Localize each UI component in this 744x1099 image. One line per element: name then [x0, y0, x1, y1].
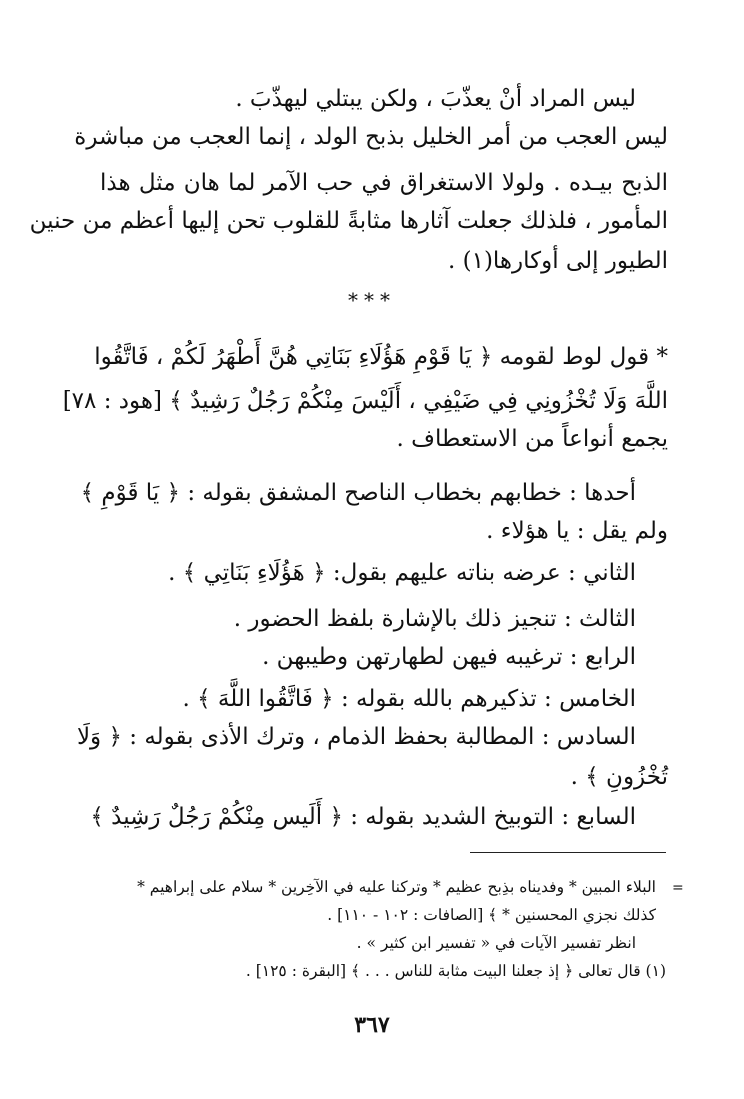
point-2: الثاني : عرضه بناته عليهم بقول: ﴿ هَؤُلَاءِ بَنَاتِي ﴾ .	[168, 560, 636, 586]
verse-line-1: * قول لوط لقومه ﴿ يَا قَوْمِ هَؤُلَاءِ بَنَاتِي هُنَّ أَطْهَرُ لَكُمْ ، فَاتَّقُوا	[94, 344, 668, 370]
point-4: الرابع : ترغيبه فيهن لطهارتهن وطيبهن .	[262, 644, 636, 670]
body-line-2: ليس العجب من أمر الخليل بذبح الولد ، إنما العجب من مباشرة	[74, 124, 668, 150]
point-6: السادس : المطالبة بحفظ الذمام ، وترك الأذى بقوله : ﴿ وَلَا	[76, 724, 636, 750]
footnote-1: (١) قال تعالى ﴿ إذ جعلنا البيت مثابة للناس . . . ﴾ [البقرة : ١٢٥] .	[245, 962, 666, 980]
point-5: الخامس : تذكيرهم بالله بقوله : ﴿ فَاتَّقُوا اللَّهَ ﴾ .	[182, 686, 636, 712]
body-line-5: الطيور إلى أوكارها(١) .	[447, 248, 668, 274]
verse-line-2: اللَّهَ وَلَا تُخْزُونِي فِي ضَيْفِي ، أَلَيْسَ مِنْكُمْ رَجُلٌ رَشِيدٌ ﴾ [هود : ٧٨]	[62, 388, 668, 414]
footnote-divider	[470, 852, 666, 853]
body-line-4: المأمور ، فلذلك جعلت آثارها مثابةً للقلوب تحن إليها أعظم من حنين	[29, 208, 668, 234]
body-line-6: يجمع أنواعاً من الاستعطاف .	[396, 426, 668, 452]
point-6-continued: تُخْزُونِ ﴾ .	[570, 764, 668, 790]
point-7: السابع : التوبيخ الشديد بقوله : ﴿ أَلَيس مِنْكُمْ رَجُلٌ رَشِيدٌ ﴾	[90, 804, 636, 830]
point-3: الثالث : تنجيز ذلك بالإشارة بلفظ الحضور .	[233, 606, 636, 632]
body-line-1: ليس المراد أنْ يعذّبَ ، ولكن يبتلي ليهذّبَ .	[235, 86, 636, 112]
footnote-continuation-mark: =	[672, 880, 684, 896]
footnote-line-1: البلاء المبين * وفديناه بذِبح عظيم * وتركنا عليه في الآخِرين * سلام على إبراهيم *	[137, 878, 656, 896]
section-separator: ***	[348, 288, 396, 312]
page-number: ٣٦٧	[354, 1012, 390, 1038]
point-1-continued: ولم يقل : يا هؤلاء .	[486, 518, 668, 544]
point-1: أحدها : خطابهم بخطاب الناصح المشفق بقوله : ﴿ يَا قَوْمِ ﴾	[80, 480, 636, 506]
body-line-3: الذبح بيـده . ولولا الاستغراق في حب الآمر لما هان مثل هذا	[100, 170, 668, 196]
footnote-line-2: كذلك نجزي المحسنين * ﴾ [الصافات : ١٠٢ - ١١٠] .	[327, 906, 656, 924]
footnote-line-3: انظر تفسير الآيات في « تفسير ابن كثير » .	[356, 934, 636, 952]
